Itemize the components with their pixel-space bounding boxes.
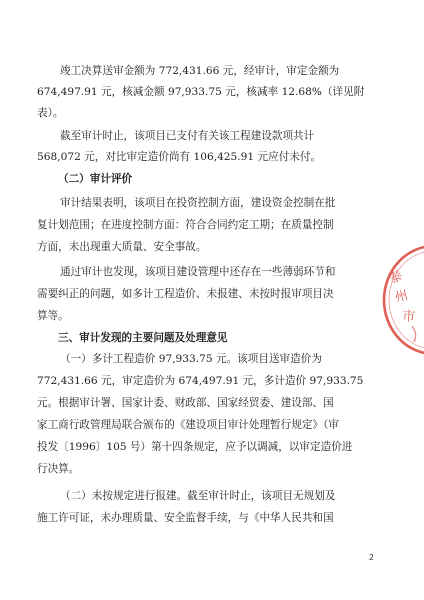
paragraph-line: 行决算。 xyxy=(37,463,80,475)
paragraph-line: （二）未按规定进行报建。截至审计时止，该项目无规划及 xyxy=(60,490,336,502)
paragraph-line: （一）多计工程造价 97,933.75 元。该项目送审造价为 xyxy=(60,353,322,365)
paragraph-line: 家工商行政管理局联合颁布的《建设项目审计处理暂行规定》（审 xyxy=(37,419,339,431)
paragraph-line: 算等。 xyxy=(37,310,69,322)
paragraph-line: 复计划范围；在进度控制方面：符合合同约定工期；在质量控制 xyxy=(37,219,334,231)
seal-graphic xyxy=(372,240,424,360)
page-number: 2 xyxy=(368,553,374,562)
svg-text:市: 市 xyxy=(401,309,416,325)
paragraph-line: 审计结果表明，该项目在投资控制方面，建设资金控制在批 xyxy=(60,197,336,209)
section-heading-audit-evaluation: （二）审计评价 xyxy=(58,173,133,185)
paragraph-line: 元。根据审计署、国家计委、财政部、国家经贸委、建设部、国 xyxy=(37,397,334,409)
paragraph-line: 截至审计时止，该项目已支付有关该工程建设款项共计 xyxy=(60,130,315,142)
paragraph-line: 需要纠正的问题，如多计工程造价、未报建、未按时报审项目决 xyxy=(37,288,334,300)
paragraph-line: 表）。 xyxy=(37,107,64,119)
paragraph-line: 772,431.66 元，审定造价为 674,497.91 元，多计造价 97,933.75 xyxy=(37,375,364,387)
section-heading-problems: 三、审计发现的主要问题及处理意见 xyxy=(58,332,228,344)
paragraph-line: 通过审计也发现，该项目建设管理中还存在一些薄弱环节和 xyxy=(60,266,336,278)
paragraph-line: 方面，未出现重大质量、安全事故。 xyxy=(37,241,207,253)
paragraph-line: 竣工决算送审金额为 772,431.66 元，经审计，审定金额为 xyxy=(60,65,340,77)
svg-text:州: 州 xyxy=(393,288,410,306)
official-seal xyxy=(372,240,424,360)
paragraph-line: 568,072 元，对比审定造价尚有 106,425.91 元应付未付。 xyxy=(37,151,322,163)
paragraph-line: 674,497.91 元，核减金额 97,933.75 元，核减率 12.68%（详见附 xyxy=(37,86,365,98)
paragraph-line: 投发〔1996〕105 号）第十四条规定，应予以调减，以审定造价进 xyxy=(37,441,353,453)
paragraph-line: 施工许可证，未办理质量、安全监督手续，与《中华人民共和国 xyxy=(37,512,334,524)
svg-text:泰: 泰 xyxy=(386,268,406,288)
